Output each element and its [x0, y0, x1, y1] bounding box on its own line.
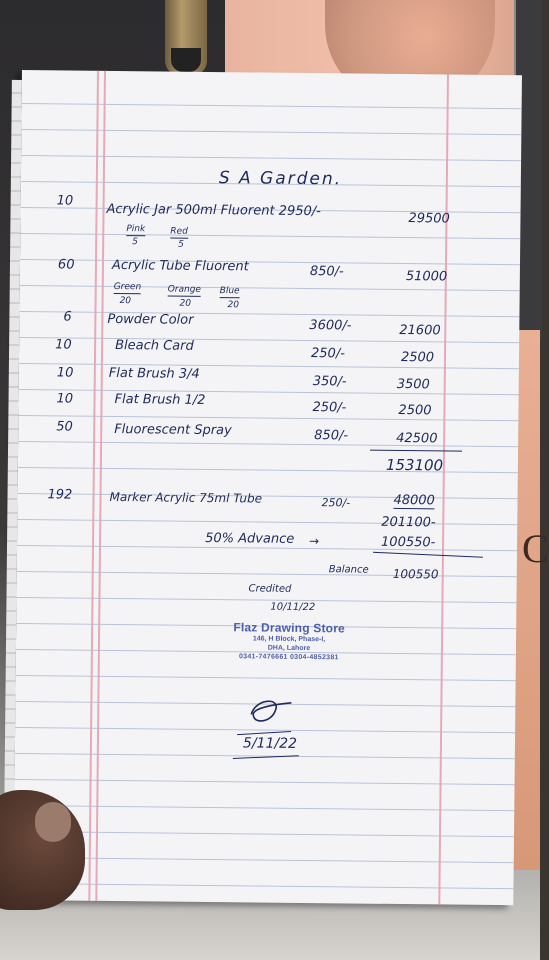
- row-7-amount: 42500: [396, 430, 438, 447]
- row-4-price: 250/-: [310, 346, 346, 362]
- row-1-item: Acrylic Jar 500ml Fluorent 2950/-: [106, 201, 321, 220]
- notebook-page: [13, 70, 522, 905]
- row-8-price: 250/-: [321, 496, 351, 510]
- balance-amount: 100550: [392, 566, 439, 582]
- page-title: S A Garden.: [218, 168, 343, 190]
- credited-date: 10/11/22: [270, 601, 316, 614]
- advance-label: 50% Advance: [205, 530, 295, 547]
- row-8-qty: 192: [47, 487, 73, 503]
- row-5-qty: 10: [56, 365, 74, 381]
- stamp-phones: 0341-7476661 0304-4852381: [238, 653, 339, 662]
- row-7-qty: 50: [56, 419, 73, 435]
- row-2-count-1: 20: [119, 296, 132, 307]
- row-1-color-1: Pink: [126, 224, 146, 235]
- right-margin-line: [438, 74, 449, 904]
- row-4-item: Bleach Card: [115, 337, 194, 354]
- row-5-amount: 3500: [396, 376, 430, 393]
- row-3-price: 3600/-: [309, 318, 352, 334]
- stamp-address-line-1: 146, H Block, Phase-I,: [252, 635, 326, 644]
- row-2-count-3: 20: [227, 300, 240, 311]
- row-8-item: Marker Acrylic 75ml Tube: [109, 489, 263, 506]
- row-1-count-1: 5: [132, 237, 138, 248]
- row-1-amount: 29500: [408, 211, 450, 227]
- row-2-color-2: Orange: [167, 284, 202, 295]
- row-3-item: Powder Color: [107, 311, 194, 328]
- row-1-color-2: Red: [170, 226, 188, 237]
- total-amount: 201100-: [381, 514, 436, 531]
- stamp-store-name: Flaz Drawing Store: [233, 620, 346, 636]
- row-3-qty: 6: [63, 309, 72, 325]
- signature-mark: [241, 694, 301, 729]
- row-1-qty: 10: [56, 193, 74, 209]
- signature-underline: [233, 755, 299, 759]
- pen: [165, 0, 207, 75]
- row-6-item: Flat Brush 1/2: [114, 391, 206, 408]
- stamp-address-line-2: DHA, Lahore: [267, 644, 311, 653]
- credited-label: Credited: [248, 583, 292, 595]
- row-6-qty: 10: [56, 391, 74, 407]
- row-7-price: 850/-: [314, 428, 349, 444]
- subtotal-amount: 153100: [385, 455, 444, 475]
- subtotal-rule: [370, 450, 462, 452]
- row-2-color-1: Green: [113, 281, 142, 293]
- signature-date: 5/11/22: [242, 735, 298, 752]
- orange-sheet-letter: C: [522, 526, 549, 571]
- row-5-item: Flat Brush 3/4: [108, 365, 200, 382]
- row-2-item: Acrylic Tube Fluorent: [111, 257, 249, 275]
- row-2-price: 850/-: [309, 264, 344, 280]
- row-8-amount: 48000: [393, 492, 435, 509]
- row-3-amount: 21600: [399, 322, 441, 339]
- advance-arrow-icon: →: [309, 534, 320, 549]
- advance-rule: [373, 552, 483, 558]
- row-6-price: 250/-: [312, 400, 347, 416]
- store-stamp: [204, 620, 374, 663]
- row-5-price: 350/-: [312, 374, 347, 390]
- pen-cap: [171, 48, 201, 72]
- row-1-count-2: 5: [178, 239, 184, 250]
- row-2-color-3: Blue: [219, 286, 240, 297]
- row-6-amount: 2500: [398, 402, 432, 419]
- row-2-amount: 51000: [405, 269, 448, 285]
- row-4-qty: 10: [55, 337, 72, 353]
- advance-amount: 100550-: [380, 534, 436, 551]
- balance-label: Balance: [328, 564, 369, 576]
- row-4-amount: 2500: [400, 349, 435, 366]
- thumbnail: [35, 802, 71, 842]
- row-2-count-2: 20: [179, 298, 192, 309]
- row-2-qty: 60: [57, 257, 75, 273]
- row-7-item: Fluorescent Spray: [114, 421, 232, 439]
